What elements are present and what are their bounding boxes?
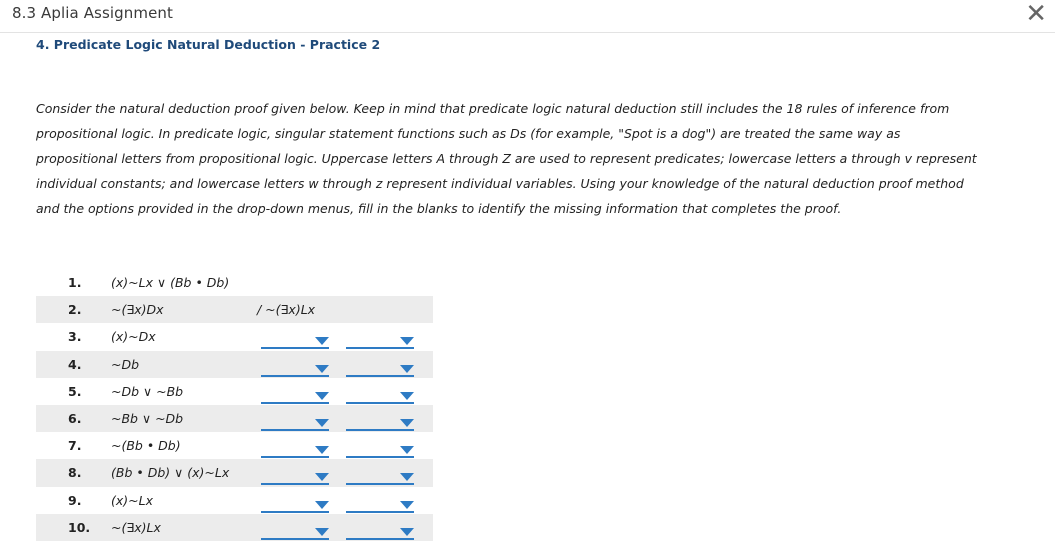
chevron-down-icon [400,365,414,373]
proof-line-4 [36,351,433,378]
chevron-down-icon [315,528,329,536]
chevron-down-icon [315,392,329,400]
rule-dropdown[interactable] [346,327,414,349]
line-number: 7. [68,438,82,454]
line-number: 10. [68,519,91,535]
chevron-down-icon [315,501,329,509]
line-statement: (x)~Lx ∨ (Bb • Db) [111,275,230,290]
proof-line-10 [36,514,433,541]
proof-table [36,269,433,541]
rule-dropdown[interactable] [346,382,414,404]
instruction-line: propositional logic. In predicate logic, singular statement functions such as Ds (for example, "Spot is a dog") are treated the same way as [36,126,901,141]
chevron-down-icon [400,337,414,345]
question-title: 4. Predicate Logic Natural Deduction - Practice 2 [36,37,381,52]
window-title: 8.3 Aplia Assignment [12,4,174,22]
proof-line-9 [36,487,433,514]
line-reference-dropdown[interactable] [261,436,329,458]
proof-line-6 [36,405,433,432]
line-reference-dropdown[interactable] [261,491,329,513]
chevron-down-icon [315,337,329,345]
line-number: 9. [68,492,82,508]
line-number: 1. [68,275,82,290]
chevron-down-icon [400,392,414,400]
proof-line-5 [36,378,433,405]
chevron-down-icon [315,473,329,481]
line-statement: ~(∃x)Lx [111,519,161,535]
rule-dropdown[interactable] [346,491,414,513]
proof-line-8 [36,459,433,486]
chevron-down-icon [315,419,329,427]
line-number: 6. [68,410,82,426]
line-reference-dropdown[interactable] [261,327,329,349]
line-number: 4. [68,356,82,372]
line-reference-dropdown[interactable] [261,463,329,485]
line-reference-dropdown[interactable] [261,355,329,377]
instruction-line: propositional letters from propositional logic. Uppercase letters A through Z are used to represent predicates; lowercase letters a through v represent [36,151,977,166]
line-statement: ~(Bb • Db) [111,438,181,454]
line-statement: (x)~Dx [111,329,156,345]
line-statement: (x)~Lx [111,492,153,508]
instruction-line: Consider the natural deduction proof given below. Keep in mind that predicate logic natural deduction still includes the 18 rules of inference from [36,101,950,116]
line-reference-dropdown[interactable] [261,409,329,431]
chevron-down-icon [400,446,414,454]
chevron-down-icon [315,365,329,373]
line-number: 8. [68,465,82,481]
line-reference-dropdown[interactable] [261,382,329,404]
chevron-down-icon [400,528,414,536]
line-statement: (Bb • Db) ∨ (x)~Lx [111,465,230,481]
instructions [36,96,1021,221]
line-reference-dropdown[interactable] [261,518,329,540]
conclusion: / ~(∃x)Lx [257,302,316,318]
line-statement: ~Bb ∨ ~Db [111,410,184,426]
rule-dropdown[interactable] [346,518,414,540]
proof-line-2 [36,296,433,323]
chevron-down-icon [400,473,414,481]
line-statement: ~Db ∨ ~Bb [111,383,184,399]
line-statement: ~(∃x)Dx [111,302,164,318]
rule-dropdown[interactable] [346,436,414,458]
proof-line-7 [36,432,433,459]
instruction-line: and the options provided in the drop-down menus, fill in the blanks to identify the missing information that completes the proof. [36,201,842,216]
window-header [0,0,1055,33]
proof-line-1 [36,269,433,296]
rule-dropdown[interactable] [346,463,414,485]
rule-dropdown[interactable] [346,409,414,431]
line-number: 5. [68,383,82,399]
line-statement: ~Db [111,356,140,372]
proof-line-3 [36,323,433,350]
line-number: 2. [68,302,82,318]
close-icon[interactable]: ✕ [1025,0,1047,29]
instruction-line: individual constants; and lowercase letters w through z represent individual variables. Using your knowledge of the natural deduction proof method [36,176,964,191]
chevron-down-icon [315,446,329,454]
chevron-down-icon [400,419,414,427]
rule-dropdown[interactable] [346,355,414,377]
line-number: 3. [68,329,82,345]
chevron-down-icon [400,501,414,509]
